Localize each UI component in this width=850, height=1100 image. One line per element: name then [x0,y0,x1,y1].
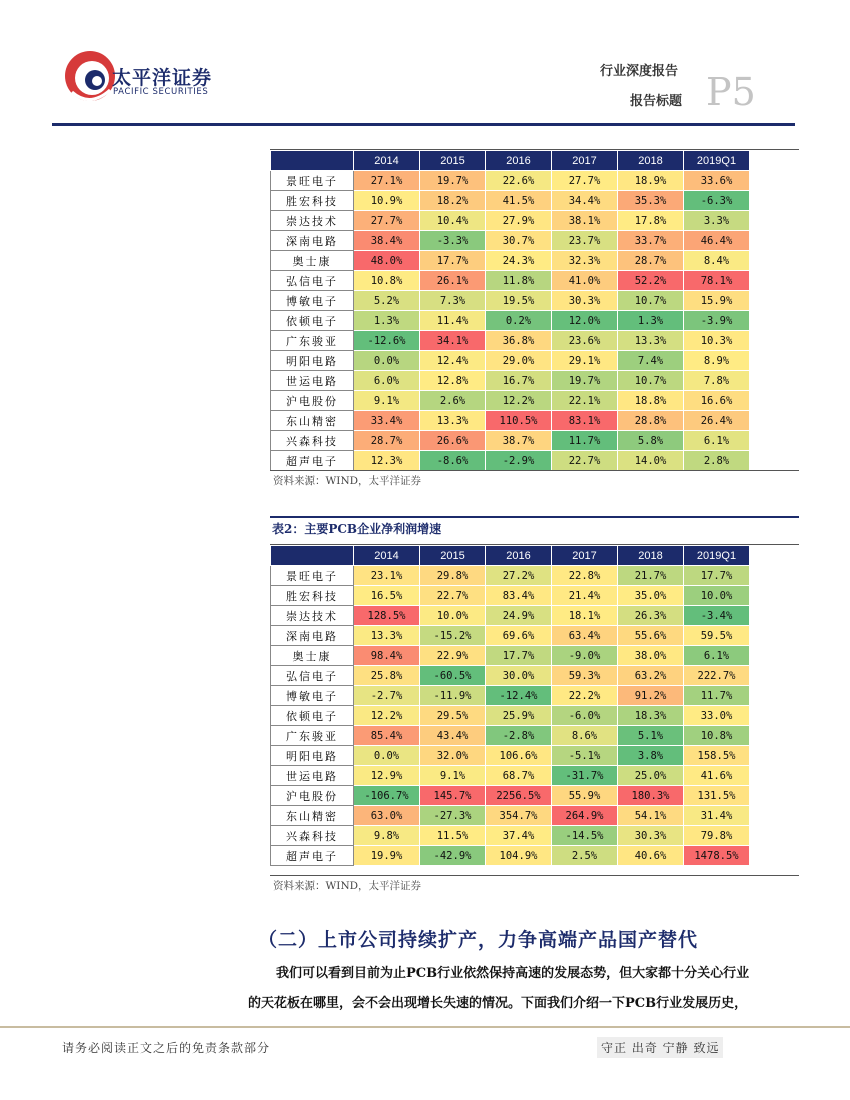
growth-cell: 43.4% [420,726,486,746]
table2-bottom-rule [270,875,799,876]
growth-cell: -2.9% [486,451,552,471]
company-name: 依顿电子 [271,706,354,726]
table-row [271,371,750,391]
report-title: 报告标题 [630,94,683,109]
growth-cell: 46.4% [684,231,750,251]
growth-cell: 34.1% [420,331,486,351]
growth-cell: 18.3% [618,706,684,726]
table2-source: 资料来源：WIND，太平洋证券 [273,880,422,892]
table-row [271,351,750,371]
growth-cell: 128.5% [354,606,420,626]
growth-cell: -6.0% [552,706,618,726]
company-name: 奥士康 [271,646,354,666]
table2-container [270,545,750,866]
table-row [271,391,750,411]
growth-cell: 0.2% [486,311,552,331]
growth-cell: 28.7% [618,251,684,271]
company-name: 崇达技术 [271,211,354,231]
growth-cell: -3.4% [684,606,750,626]
growth-cell: 6.0% [354,371,420,391]
company-name: 博敏电子 [271,686,354,706]
growth-cell: 27.1% [354,171,420,191]
growth-cell: 264.9% [552,806,618,826]
growth-cell: 10.0% [420,606,486,626]
growth-cell: -6.3% [684,191,750,211]
growth-cell: 11.7% [552,431,618,451]
growth-cell: 12.9% [354,766,420,786]
growth-cell: 23.1% [354,566,420,586]
growth-cell: -27.3% [420,806,486,826]
growth-cell: 91.2% [618,686,684,706]
growth-cell: 19.5% [486,291,552,311]
growth-cell: 145.7% [420,786,486,806]
growth-cell: 25.8% [354,666,420,686]
growth-cell: -106.7% [354,786,420,806]
growth-cell: 59.3% [552,666,618,686]
year-header: 2018 [618,151,684,171]
growth-cell: 30.3% [618,826,684,846]
table-row [271,211,750,231]
growth-cell: 22.8% [552,566,618,586]
growth-cell: 26.6% [420,431,486,451]
growth-cell: 11.8% [486,271,552,291]
table-row [271,686,750,706]
table-row [271,431,750,451]
growth-cell: 38.4% [354,231,420,251]
table1-bottom-rule [270,470,799,471]
growth-cell: 40.6% [618,846,684,866]
growth-cell: 28.8% [618,411,684,431]
growth-cell: 33.6% [684,171,750,191]
growth-cell: -12.4% [486,686,552,706]
growth-cell: 21.7% [618,566,684,586]
growth-cell: 17.7% [420,251,486,271]
page-number: P5 [706,70,756,114]
growth-cell: 10.8% [354,271,420,291]
growth-cell: 35.3% [618,191,684,211]
growth-cell: 22.7% [420,586,486,606]
company-name: 胜宏科技 [271,191,354,211]
growth-cell: 79.8% [684,826,750,846]
growth-cell: -2.7% [354,686,420,706]
growth-cell: 18.9% [618,171,684,191]
growth-cell: 28.7% [354,431,420,451]
growth-cell: 15.9% [684,291,750,311]
year-header: 2016 [486,546,552,566]
growth-cell: 83.1% [552,411,618,431]
growth-cell: 23.7% [552,231,618,251]
growth-cell: 38.1% [552,211,618,231]
growth-cell: -2.8% [486,726,552,746]
growth-cell: 12.0% [552,311,618,331]
growth-cell: 29.8% [420,566,486,586]
growth-cell: 10.9% [354,191,420,211]
growth-cell: 1478.5% [684,846,750,866]
company-name: 博敏电子 [271,291,354,311]
table-row [271,411,750,431]
table-row [271,786,750,806]
table-row [271,586,750,606]
company-name: 深南电路 [271,231,354,251]
company-name: 崇达技术 [271,606,354,626]
growth-cell: 8.9% [684,351,750,371]
growth-cell: 104.9% [486,846,552,866]
growth-cell: 85.4% [354,726,420,746]
table-row [271,171,750,191]
table-row [271,291,750,311]
company-name: 东山精密 [271,411,354,431]
growth-cell: 27.2% [486,566,552,586]
growth-cell: 59.5% [684,626,750,646]
company-name: 依顿电子 [271,311,354,331]
company-name: 兴森科技 [271,431,354,451]
company-name: 景旺电子 [271,171,354,191]
growth-cell: 26.3% [618,606,684,626]
growth-cell: 24.3% [486,251,552,271]
table-row [271,726,750,746]
table1-container [270,150,750,471]
growth-cell: 27.7% [552,171,618,191]
table-row [271,626,750,646]
growth-cell: 38.7% [486,431,552,451]
growth-cell: 26.1% [420,271,486,291]
growth-cell: 30.7% [486,231,552,251]
growth-cell: 22.1% [552,391,618,411]
growth-cell: 68.7% [486,766,552,786]
growth-cell: -31.7% [552,766,618,786]
table-row [271,191,750,211]
growth-cell: 32.3% [552,251,618,271]
growth-cell: 10.7% [618,371,684,391]
growth-cell: -14.5% [552,826,618,846]
table-row [271,806,750,826]
growth-cell: 6.1% [684,431,750,451]
growth-cell: 14.0% [618,451,684,471]
growth-cell: 131.5% [684,786,750,806]
growth-cell: 33.7% [618,231,684,251]
growth-cell: 26.4% [684,411,750,431]
table-row [271,566,750,586]
growth-cell: 8.4% [684,251,750,271]
growth-cell: -8.6% [420,451,486,471]
growth-cell: 7.4% [618,351,684,371]
growth-cell: 25.0% [618,766,684,786]
table2-title-bar [270,516,799,518]
growth-cell: 9.1% [420,766,486,786]
growth-cell: 2.5% [552,846,618,866]
company-name: 弘信电子 [271,666,354,686]
company-name: 沪电股份 [271,391,354,411]
company-name: 弘信电子 [271,271,354,291]
year-header: 2018 [618,546,684,566]
growth-cell: 21.4% [552,586,618,606]
growth-cell: -12.6% [354,331,420,351]
table1-source: 资料来源：WIND，太平洋证券 [273,475,422,487]
growth-cell: 41.0% [552,271,618,291]
growth-cell: 10.7% [618,291,684,311]
growth-cell: 19.7% [420,171,486,191]
company-name: 景旺电子 [271,566,354,586]
growth-cell: 55.6% [618,626,684,646]
growth-cell: 11.7% [684,686,750,706]
growth-cell: 29.0% [486,351,552,371]
growth-cell: 12.4% [420,351,486,371]
growth-cell: -9.0% [552,646,618,666]
logo-chinese-name: 太平洋证券 [112,67,213,89]
growth-cell: 36.8% [486,331,552,351]
table-row [271,666,750,686]
growth-cell: 222.7% [684,666,750,686]
company-name: 明阳电路 [271,351,354,371]
growth-cell: 78.1% [684,271,750,291]
growth-cell: 63.2% [618,666,684,686]
growth-cell: 48.0% [354,251,420,271]
growth-cell: 110.5% [486,411,552,431]
company-name: 世运电路 [271,371,354,391]
company-name: 东山精密 [271,806,354,826]
section-heading: （二）上市公司持续扩产，力争高端产品国产替代 [258,929,699,951]
footer-disclaimer: 请务必阅读正文之后的免责条款部分 [62,1041,271,1055]
growth-cell: 41.5% [486,191,552,211]
growth-cell: 16.5% [354,586,420,606]
header-row [271,151,750,171]
header-corner [271,546,354,566]
table-row [271,251,750,271]
growth-cell: 63.0% [354,806,420,826]
growth-cell: 16.7% [486,371,552,391]
growth-cell: 35.0% [618,586,684,606]
growth-cell: 63.4% [552,626,618,646]
growth-cell: 37.4% [486,826,552,846]
net-profit-growth-table [270,545,750,866]
growth-cell: 22.7% [552,451,618,471]
growth-cell: 25.9% [486,706,552,726]
growth-cell: 10.4% [420,211,486,231]
growth-cell: 180.3% [618,786,684,806]
company-name: 胜宏科技 [271,586,354,606]
table-row [271,271,750,291]
company-name: 明阳电路 [271,746,354,766]
growth-cell: 1.3% [354,311,420,331]
growth-cell: 354.7% [486,806,552,826]
growth-cell: 83.4% [486,586,552,606]
growth-cell: 11.4% [420,311,486,331]
growth-cell: -42.9% [420,846,486,866]
growth-cell: 18.1% [552,606,618,626]
year-header: 2015 [420,151,486,171]
growth-cell: 27.9% [486,211,552,231]
body-paragraph-line2: 的天花板在哪里，会不会出现增长失速的情况。下面我们介绍一下PCB行业发展历史， [248,996,748,1011]
growth-cell: 9.8% [354,826,420,846]
table-row [271,311,750,331]
growth-cell: -5.1% [552,746,618,766]
company-name: 超声电子 [271,846,354,866]
company-name: 兴森科技 [271,826,354,846]
growth-cell: 12.3% [354,451,420,471]
growth-cell: 54.1% [618,806,684,826]
growth-cell: 3.3% [684,211,750,231]
header-corner [271,151,354,171]
growth-cell: 18.8% [618,391,684,411]
growth-cell: 6.1% [684,646,750,666]
growth-cell: 2256.5% [486,786,552,806]
header-divider [52,123,795,126]
report-type: 行业深度报告 [600,64,679,79]
growth-cell: 10.8% [684,726,750,746]
growth-cell: 0.0% [354,746,420,766]
growth-cell: 12.2% [354,706,420,726]
growth-cell: 30.0% [486,666,552,686]
growth-cell: 38.0% [618,646,684,666]
growth-cell: 23.6% [552,331,618,351]
growth-cell: 13.3% [354,626,420,646]
growth-cell: 11.5% [420,826,486,846]
revenue-growth-table [270,150,750,471]
growth-cell: 33.0% [684,706,750,726]
company-name: 广东骏亚 [271,331,354,351]
growth-cell: 69.6% [486,626,552,646]
growth-cell: 17.8% [618,211,684,231]
growth-cell: 34.4% [552,191,618,211]
growth-cell: 27.7% [354,211,420,231]
table-row [271,606,750,626]
growth-cell: 18.2% [420,191,486,211]
growth-cell: 31.4% [684,806,750,826]
growth-cell: -3.3% [420,231,486,251]
footer-divider [0,1026,850,1028]
table-row [271,706,750,726]
year-header: 2017 [552,546,618,566]
table-row [271,331,750,351]
year-header: 2014 [354,546,420,566]
growth-cell: 33.4% [354,411,420,431]
year-header: 2015 [420,546,486,566]
growth-cell: 158.5% [684,746,750,766]
growth-cell: -15.2% [420,626,486,646]
growth-cell: 13.3% [420,411,486,431]
growth-cell: 1.3% [618,311,684,331]
growth-cell: 17.7% [486,646,552,666]
table-row [271,846,750,866]
growth-cell: 32.0% [420,746,486,766]
body-paragraph-line1: 我们可以看到目前为止PCB行业依然保持高速的发展态势，但大家都十分关心行业 [276,966,750,981]
growth-cell: 98.4% [354,646,420,666]
growth-cell: 12.2% [486,391,552,411]
company-name: 超声电子 [271,451,354,471]
table2-title: 表2：主要PCB企业净利润增速 [272,522,442,536]
growth-cell: 29.5% [420,706,486,726]
year-header: 2017 [552,151,618,171]
growth-cell: 2.6% [420,391,486,411]
growth-cell: 55.9% [552,786,618,806]
header-row [271,546,750,566]
growth-cell: 5.1% [618,726,684,746]
year-header: 2019Q1 [684,151,750,171]
table-row [271,451,750,471]
company-name: 世运电路 [271,766,354,786]
growth-cell: 3.8% [618,746,684,766]
growth-cell: -11.9% [420,686,486,706]
growth-cell: 19.9% [354,846,420,866]
growth-cell: 22.6% [486,171,552,191]
table-row [271,826,750,846]
company-name: 广东骏亚 [271,726,354,746]
growth-cell: 106.6% [486,746,552,766]
growth-cell: 22.2% [552,686,618,706]
company-name: 深南电路 [271,626,354,646]
growth-cell: 5.8% [618,431,684,451]
growth-cell: 12.8% [420,371,486,391]
growth-cell: 16.6% [684,391,750,411]
growth-cell: 2.8% [684,451,750,471]
growth-cell: 22.9% [420,646,486,666]
year-header: 2019Q1 [684,546,750,566]
table-row [271,646,750,666]
growth-cell: 0.0% [354,351,420,371]
growth-cell: -60.5% [420,666,486,686]
growth-cell: 29.1% [552,351,618,371]
growth-cell: 7.8% [684,371,750,391]
table-row [271,746,750,766]
growth-cell: 17.7% [684,566,750,586]
growth-cell: 13.3% [618,331,684,351]
table-row [271,766,750,786]
company-name: 沪电股份 [271,786,354,806]
growth-cell: 19.7% [552,371,618,391]
table-row [271,231,750,251]
growth-cell: 30.3% [552,291,618,311]
growth-cell: 41.6% [684,766,750,786]
growth-cell: 10.3% [684,331,750,351]
growth-cell: 7.3% [420,291,486,311]
footer-motto: 守正 出奇 宁静 致远 [597,1037,723,1058]
growth-cell: 52.2% [618,271,684,291]
year-header: 2016 [486,151,552,171]
growth-cell: 8.6% [552,726,618,746]
growth-cell: -3.9% [684,311,750,331]
company-name: 奥士康 [271,251,354,271]
growth-cell: 9.1% [354,391,420,411]
logo-english-name: PACIFIC SECURITIES [113,87,209,97]
growth-cell: 10.0% [684,586,750,606]
growth-cell: 24.9% [486,606,552,626]
growth-cell: 5.2% [354,291,420,311]
year-header: 2014 [354,151,420,171]
